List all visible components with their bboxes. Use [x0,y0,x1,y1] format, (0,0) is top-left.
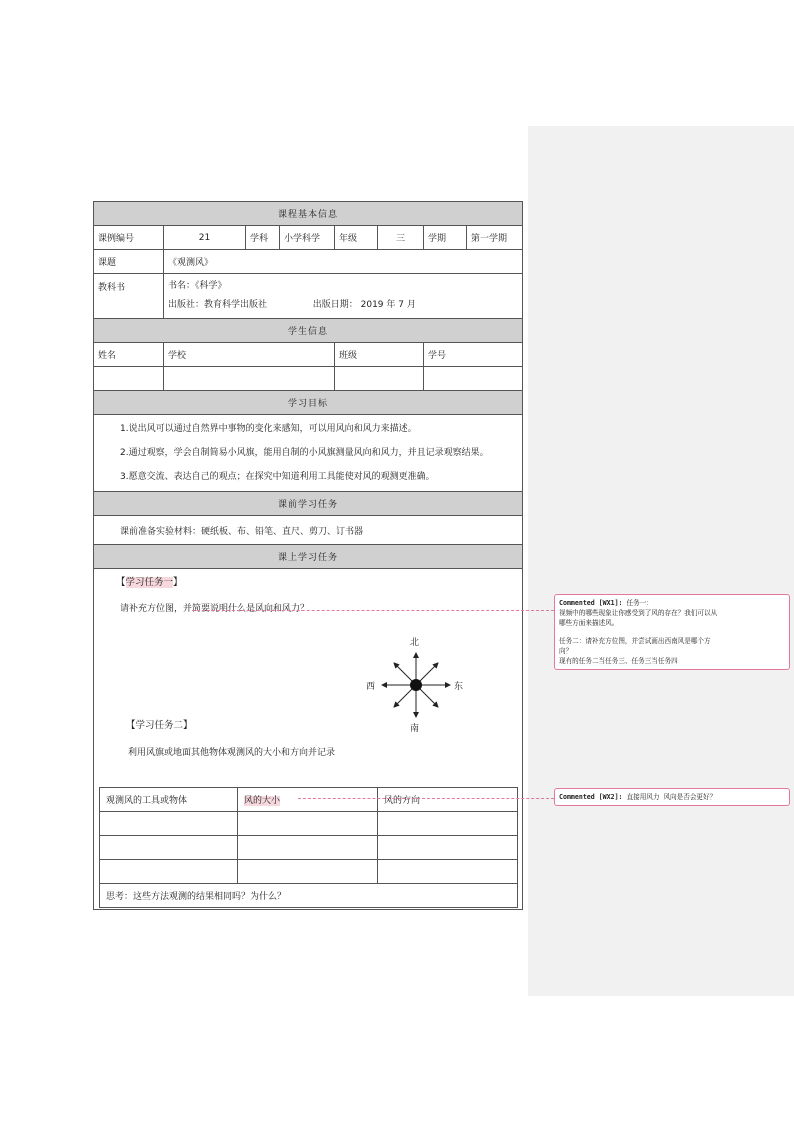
header-in-class: 课上学习任务 [94,545,523,569]
in-class-tasks [94,569,523,910]
col-tool: 观测风的工具或物体 [100,788,238,812]
name-field[interactable] [94,367,164,391]
topic-value: 《观测风》 [164,250,523,274]
goal-item: 2.通过观察，学会自制简易小风旗，能用自制的小风旗测量风向和风力，并且记录观察结果。 [120,448,489,458]
header-goals: 学习目标 [94,391,523,415]
textbook-label: 教科书 [94,274,164,319]
subject-label: 学科 [246,226,280,250]
class-label: 班级 [335,343,424,367]
header-student-info: 学生信息 [94,319,523,343]
south-label: 南 [410,724,420,734]
publisher: 出版社：教育科学出版社 [168,300,268,310]
task1-title: 【学习任务一】 [116,577,183,588]
comment-1-blank [559,628,785,636]
grade-label: 年级 [335,226,378,250]
task1-text: 请补充方位图，并简要说明什么是风向和风力？ [120,604,310,614]
term-label: 学期 [424,226,467,250]
publish-line [168,296,518,315]
comment-1-line: 现有的任务二当任务三、任务三当任务四 [559,657,678,665]
course-info-table [93,201,523,910]
task1-title-highlight: 学习任务一 [125,577,174,588]
textbook-value [164,274,523,319]
goals-list [94,415,523,492]
col-strength: 风的大小 [238,788,378,812]
topic-label: 课题 [94,250,164,274]
comment-leader-1 [192,610,554,611]
task2-title: 【学习任务二】 [126,720,193,731]
goal-item: 3.愿意交流、表达自己的观点；在探究中知道利用工具能使对风的观测更准确。 [120,472,435,482]
number-field[interactable] [424,367,523,391]
comment-1-line: 视频中的哪些现象让你感受到了风的存在？我们可以从 [559,609,718,617]
header-basic-info: 课程基本信息 [94,202,523,226]
north-label: 北 [410,638,420,648]
comment-2[interactable] [554,788,790,806]
comment-leader-2 [298,798,554,799]
task2-text: 利用风旗或地面其他物体观测风的大小和方向并记录 [128,748,336,758]
comment-1[interactable] [554,594,790,670]
pre-materials: 课前准备实验材料：硬纸板、布、铅笔、直尺、剪刀、订书器 [94,516,523,545]
comment-pane [528,126,794,996]
observation-table [99,787,518,908]
number-label: 学号 [424,343,523,367]
compass-center [410,679,422,691]
table-row [100,836,518,860]
comment-2-line: 直接用风力 风向是否会更好？ [626,793,717,801]
class-field[interactable] [335,367,424,391]
comment-1-line: 向？ [559,647,573,655]
comment-2-author: Commented [WX2]: [559,793,623,801]
school-label: 学校 [164,343,335,367]
col-direction: 风的方向 [378,788,518,812]
term-value: 第一学期 [467,226,523,250]
table-row [100,812,518,836]
comment-1-line: 哪些方面来描述风。 [559,619,619,627]
table-row [100,860,518,884]
grade-value: 三 [378,226,424,250]
case-no-value: 21 [164,226,246,250]
school-field[interactable] [164,367,335,391]
comment-1-author: Commented [WX1]: [559,599,623,607]
think-question: 思考：这些方法观测的结果相同吗？为什么？ [100,884,518,908]
case-no-label: 课例编号 [94,226,164,250]
name-label: 姓名 [94,343,164,367]
publish-date: 出版日期： 2019 年 7 月 [312,300,416,310]
subject-value: 小学科学 [280,226,335,250]
header-pre-class: 课前学习任务 [94,492,523,516]
book-name: 书名：《科学》 [168,281,227,291]
comment-1-line: 任务一： [626,599,653,607]
east-label: 东 [454,682,464,692]
compass-diagram [358,637,468,735]
comment-1-line: 任务二：请补充方位图，并尝试画出西南风是哪个方 [559,637,711,645]
goal-item: 1.说出风可以通过自然界中事物的变化来感知，可以用风向和风力来描述。 [120,424,417,434]
west-label: 西 [366,682,376,692]
